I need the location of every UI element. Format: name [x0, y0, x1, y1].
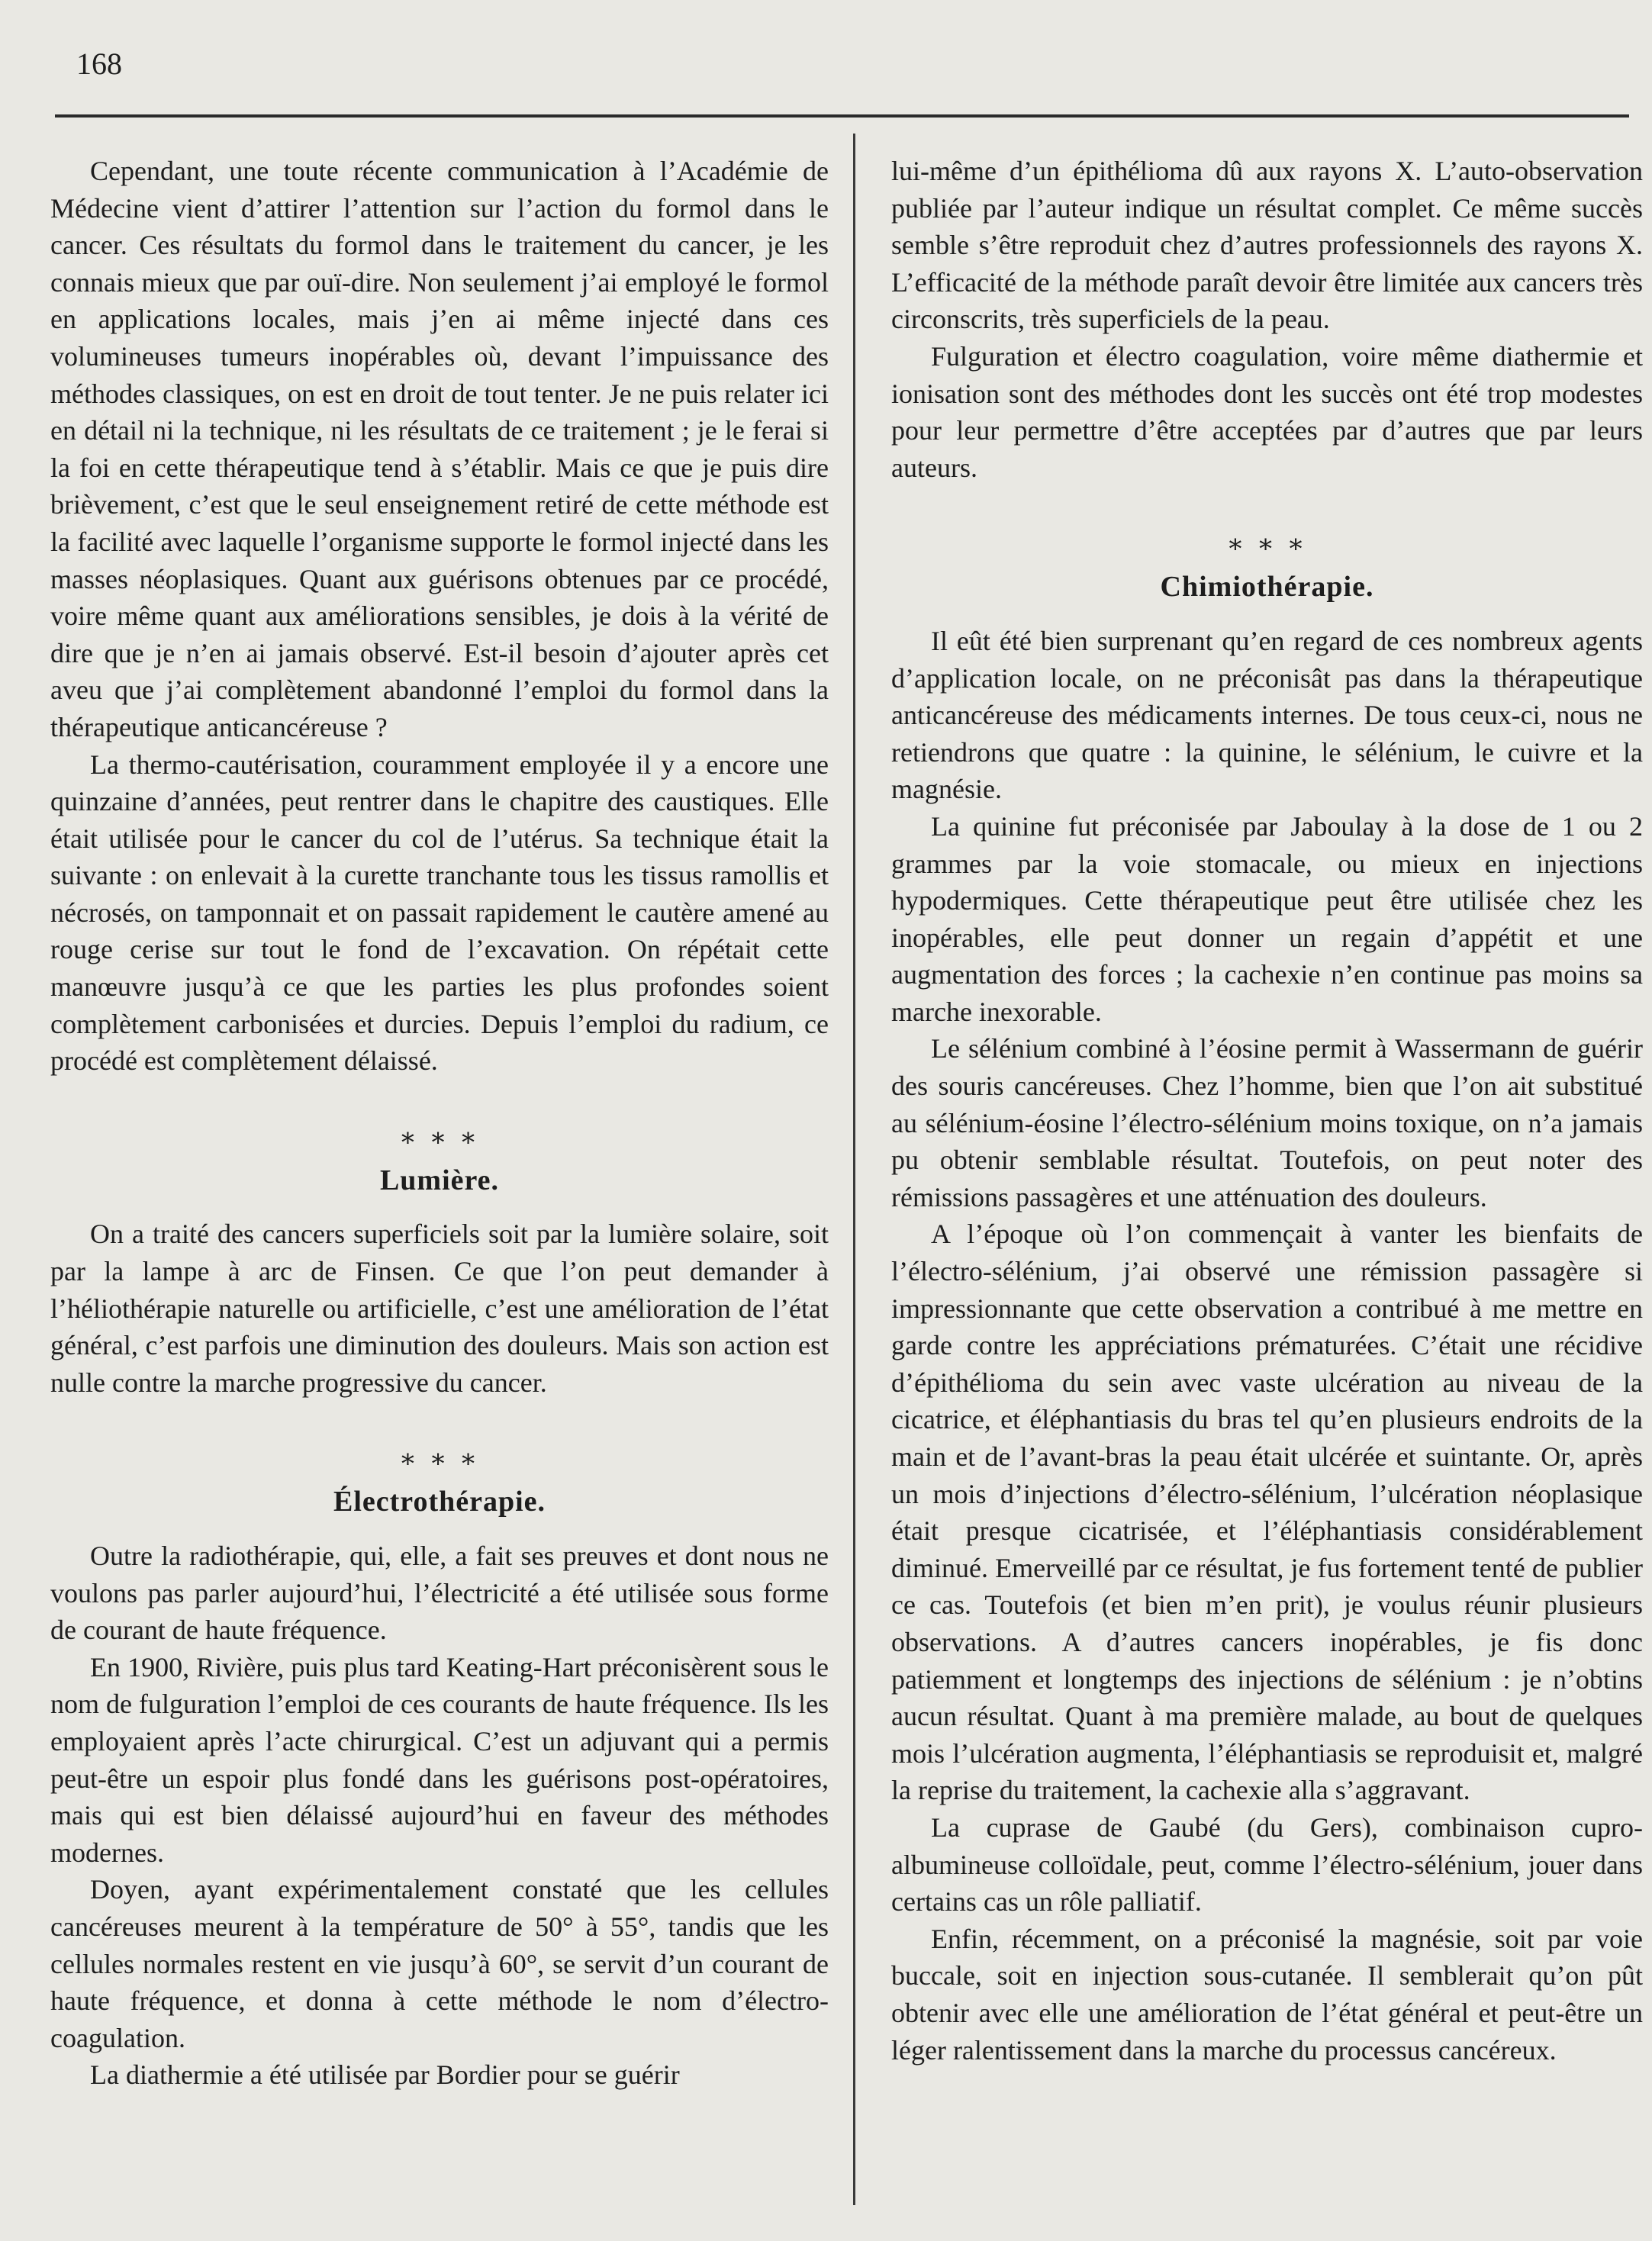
section-heading-chimiotherapie: Chimiothérapie.: [1160, 571, 1374, 604]
header-rule: [55, 114, 1629, 118]
section-asterism: ∗ ∗ ∗: [1226, 530, 1308, 559]
paragraph-electro-3: Doyen, ayant expérimentalement constaté que les cellules cancéreuses meurent à la température de 50° à 55°, tandis que les cellules normales restent en vie jusqu’à 60°, se servit d’un courant de haute fréquence, et donna à cette méthode le nom d’électro-coagulation.: [50, 1874, 829, 2053]
paragraph-lumiere: On a traité des cancers superficiels soit par la lumière solaire, soit par la lampe à arc de Finsen. Ce que l’on peut demander à l’héliothérapie naturelle ou artificielle, c’est une amélioration de l’état général, c’est parfois une diminution des douleurs. Mais son action est nulle contre la marche progressive du cancer.: [50, 1219, 829, 1398]
column-divider: [853, 134, 855, 2205]
paragraph-electro-selenium-case: A l’époque où l’on commençait à vanter les bienfaits de l’électro-sélénium, j’ai observé une rémission passagère si impressionnante que cette observation a contribué à me mettre en garde contre les appréciations prématurées. C’était une récidive d’épithélioma du sein avec vaste ulcération au niveau de la cicatrice, et éléphantiasis du bras tel qu’en plusieurs endroits de la main et de l’avant-bras la peau était ulcérée et suintante. Or, après un mois d’injections d’électro-sélénium, l’ulcération néoplasique était presque cicatrisée, et l’éléphantiasis considérablement diminué. Emerveillé par ce résultat, je fus fortement tenté de publier ce cas. Toutefois (et bien m’en prit), je voulus réunir plusieurs observations. A d’autres cancers inopérables, je fis donc patiemment et longtemps des injections de sélénium : je n’obtins aucun résultat. Quant à ma première malade, au bout de quelques mois l’ulcération augmenta, l’éléphantiasis se reproduisit et, malgré la reprise du traitement, la cachexie alla s’aggravant.: [891, 1219, 1643, 1806]
section-asterism: ∗ ∗ ∗: [398, 1445, 481, 1474]
right-column: [891, 153, 1643, 2069]
section-heading-lumiere: Lumière.: [379, 1164, 500, 1196]
left-column: [50, 153, 829, 2094]
paragraph-electro-1: Outre la radiothérapie, qui, elle, a fait ses preuves et dont nous ne voulons pas parler aujourd’hui, l’électricité a été utilisée sous forme de courant de haute fréquence.: [50, 1541, 829, 1646]
section-asterism: ∗ ∗ ∗: [398, 1123, 481, 1152]
paragraph-cuprase: La cuprase de Gaubé (du Gers), combinaison cupro-albumineuse colloïdale, peut, comme l’électro-sélénium, jouer dans certains cas un rôle palliatif.: [891, 1811, 1643, 1917]
paragraph-quinine: La quinine fut préconisée par Jaboulay à la dose de 1 ou 2 grammes par la voie stomacale, ou mieux en injections hypodermiques. Cette thérapeutique peut être utilisée chez les inopérables, elle peut donner un regain d’appétit et une augmentation des forces ; la cachexie n’en continue pas moins sa marche inexorable.: [891, 810, 1643, 1027]
paragraph-chimio-intro: Il eût été bien surprenant qu’en regard de ces nombreux agents d’application locale, on ne préconisât pas dans la thérapeutique anticancéreuse des médicaments internes. De tous ceux-ci, nous ne retiendrons que quatre : la quinine, le sélénium, le cuivre et la magnésie.: [891, 625, 1643, 805]
paragraph-selenium: Le sélénium combiné à l’éosine permit à Wassermann de guérir des souris cancéreuses. Chez l’homme, bien que l’on ait substitué au sélénium-éosine l’électro-sélénium moins toxique, on n’a jamais pu obtenir semblable résultat. Toutefois, on peut noter des rémissions passagères et une atténuation des douleurs.: [891, 1033, 1643, 1212]
paragraph-formol: Cependant, une toute récente communication à l’Académie de Médecine vient d’attirer l’attention sur l’action du formol dans le cancer. Ces résultats du formol dans le traitement du cancer, je les connais mieux que par ouï-dire. Non seulement j’ai employé le formol en applications locales, mais j’en ai même injecté dans ces volumineuses tumeurs inopérables où, devant l’impuissance des méthodes classiques, on est en droit de tout tenter. Je ne puis relater ici en détail ni la technique, ni les résultats de ce traitement ; je le ferai si la foi en cette thérapeutique tend à s’établir. Mais ce que je puis dire brièvement, c’est que le seul enseignement retiré de cette méthode est la facilité avec laquelle l’organisme supporte le formol injecté dans les masses néoplasiques. Quant aux guérisons obtenues par ce procédé, voire même quant aux améliorations sensibles, je dois à la vérité de dire que je n’en ai jamais observé. Est-il besoin d’ajouter après cet aveu que j’ai complètement abandonné l’emploi du formol dans la thérapeutique anticancéreuse ?: [50, 156, 829, 742]
paragraph-rayons-x: lui-même d’un épithélioma dû aux rayons X. L’auto-observation publiée par l’auteur indique un résultat complet. Ce même succès semble s’être reproduit chez d’autres professionnels des rayons X. L’efficacité de la méthode paraît devoir être limitée aux cancers très circonscrits, très superficiels de la peau.: [891, 156, 1643, 335]
paragraph-magnesie: Enfin, récemment, on a préconisé la magnésie, soit par voie buccale, soit en injection sous-cutanée. Il semblerait qu’on pût obtenir avec elle une amélioration de l’état général et peut-être un léger ralentissement dans la marche du processus cancéreux.: [891, 1923, 1643, 2066]
paragraph-electro-2: En 1900, Rivière, puis plus tard Keating-Hart préconisèrent sous le nom de fulguration l’emploi de ces courants de haute fréquence. Ils les employaient après l’acte chirurgical. C’est un adjuvant qui a permis peut-être un espoir plus fondé dans les guérisons post-opératoires, mais qui est bien délaissé aujourd’hui en faveur des méthodes modernes.: [50, 1651, 829, 1868]
page-number: 168: [76, 47, 122, 81]
section-heading-electrotherapie: Électrothérapie.: [333, 1486, 546, 1518]
paragraph-electro-4: La diathermie a été utilisée par Bordier pour se guérir: [90, 2059, 680, 2091]
paragraph-fulguration: Fulguration et électro coagulation, voire même diathermie et ionisation sont des méthodes dont les succès ont été trop modestes pour leur permettre d’être acceptées par d’autres que par leurs auteurs.: [891, 340, 1643, 483]
paragraph-thermo-cauterisation: La thermo-cautérisation, couramment employée il y a encore une quinzaine d’années, peut rentrer dans le chapitre des caustiques. Elle était utilisée pour le cancer du col de l’utérus. Sa technique était la suivante : on enlevait à la curette tranchante tous les tissus ramollis et nécrosés, on tamponnait et on passait rapidement le cautère amené au rouge cerise sur tout le fond de l’excavation. On répétait cette manœuvre jusqu’à ce que les parties les plus profondes soient complètement carbonisées et durcies. Depuis l’emploi du radium, ce procédé est complètement délaissé.: [50, 749, 829, 1077]
